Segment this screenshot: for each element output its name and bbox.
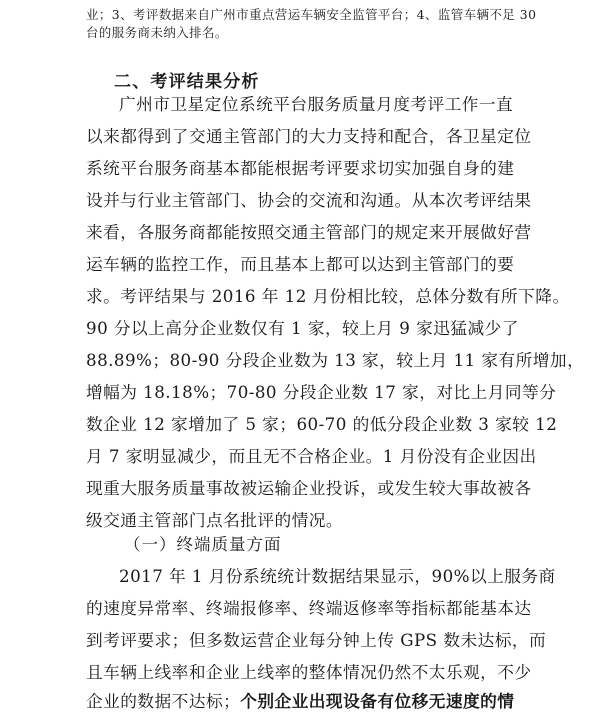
note-line: 台的服务商未纳入排名。 bbox=[86, 25, 228, 40]
note-line: 业；3、考评数据来自广州市重点营运车辆安全监管平台；4、监管车辆不足 30 bbox=[86, 7, 537, 22]
paragraph-line: 级交通主管部门点名批评的情况。 bbox=[86, 510, 344, 530]
paragraph-line: 且车辆上线率和企业上线率的整体情况仍然不太乐观，不少 bbox=[86, 662, 532, 682]
paragraph-line: 系统平台服务商基本都能根据考评要求切实加强自身的建 bbox=[86, 158, 515, 178]
paragraph-line: 88.89%；80-90 分段企业数为 13 家，较上月 11 家有所增加， bbox=[86, 350, 585, 370]
paragraph-line: 以来都得到了交通主管部门的大力支持和配合，各卫星定位 bbox=[86, 126, 532, 146]
paragraph-line bbox=[86, 688, 522, 712]
section-heading: 二、考评结果分析 bbox=[114, 72, 260, 92]
paragraph-line: 广州市卫星定位系统平台服务质量月度考评工作一直 bbox=[119, 94, 514, 114]
paragraph-line: 数企业 12 家增加了 5 家；60-70 的低分段企业数 3 家较 12 bbox=[86, 414, 558, 434]
paragraph-line: 设并与行业主管部门、协会的交流和沟通。从本次考评结果 bbox=[86, 190, 532, 210]
subsection-heading: （一）终端质量方面 bbox=[124, 535, 282, 554]
paragraph-line: 到考评要求；但多数运营企业每分钟上传 GPS 数未达标，而 bbox=[86, 630, 547, 650]
paragraph-line: 来看，各服务商都能按照交通主管部门的规定来开展做好营 bbox=[86, 222, 532, 242]
paragraph-line: 90 分以上高分企业数仅有 1 家，较上月 9 家迅猛减少了 bbox=[86, 318, 519, 338]
paragraph-line: 增幅为 18.18%；70-80 分段企业数 17 家，对比上月同等分 bbox=[86, 382, 557, 402]
paragraph-line: 运车辆的监控工作，而且基本上都可以达到主管部门的要 bbox=[86, 254, 515, 274]
paragraph-line: 求。考评结果与 2016 年 12 月份相比较，总体分数有所下降。 bbox=[86, 286, 570, 306]
paragraph-line: 现重大服务质量事故被运输企业投诉，或发生较大事故被各 bbox=[86, 478, 532, 498]
paragraph-line: 的速度异常率、终端报修率、终端返修率等指标都能基本达 bbox=[86, 598, 532, 618]
paragraph-line: 月 7 家明显减少，而且无不合格企业。1 月份没有企业因出 bbox=[86, 446, 537, 466]
bold-text: 个别企业出现设备有位移无速度的情 bbox=[240, 691, 515, 711]
normal-text: 企业的数据不达标； bbox=[86, 691, 241, 711]
paragraph-line: 2017 年 1 月份系统统计数据结果显示，90%以上服务商 bbox=[119, 566, 556, 586]
